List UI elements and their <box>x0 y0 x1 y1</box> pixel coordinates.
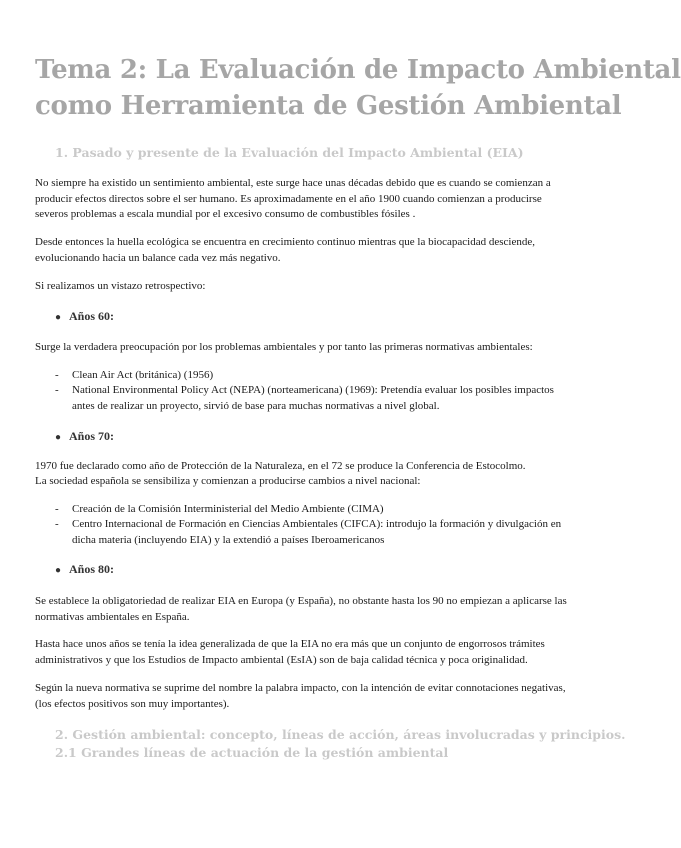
list-item-text: Creación de la Comisión Interministerial del Medio Ambiente (CIMA) <box>72 503 384 515</box>
paragraph-retrospective: Si realizamos un vistazo retrospectivo: <box>35 280 206 292</box>
paragraph-footprint: Desde entonces la huella ecológica se encuentra en crecimiento continuo mientras que la biocapacidad desciende, evolucionando hacia un balance cada vez más negativo. <box>35 236 535 264</box>
title-line-1: Tema 2: La Evaluación de Impacto Ambiental <box>35 55 681 85</box>
decade-80-paragraph-3: Según la nueva normativa se suprime del nombre la palabra impacto, con la intención de evitar connotaciones negativas, (los efectos positivos son muy importantes). <box>35 682 566 710</box>
list-item <box>55 502 567 518</box>
section-1-heading: 1. Pasado y presente de la Evaluación del Impacto Ambiental (EIA) <box>55 145 524 160</box>
paragraph-intro: No siempre ha existido un sentimiento ambiental, este surge hace unas décadas debido que es cuando se comienzan a producir efectos directos sobre el ser humano. Es aproximadamente en el año 1900 cuando comienzan a producirse severos problemas a escala mundial por el excesivo consumo de combustibles fósiles . <box>35 177 551 220</box>
decade-80-paragraph-1: Se establece la obligatoriedad de realizar EIA en Europa (y España), no obstante hasta los 90 no empiezan a aplicarse las normativas ambientales en España. <box>35 595 567 623</box>
decade-60-intro: Surge la verdadera preocupación por los problemas ambientales y por tanto las primeras normativas ambientales: <box>35 341 533 353</box>
decade-70-intro-1: 1970 fue declarado como año de Protección de la Naturaleza, en el 72 se produce la Conferencia de Estocolmo. <box>35 460 526 472</box>
list-item <box>55 383 567 414</box>
list-item <box>55 517 567 548</box>
bullet-icon: ● <box>55 312 62 323</box>
decade-80-paragraph-2: Hasta hace unos años se tenía la idea generalizada de que la EIA no era más que un conjunto de engorrosos trámites administrativos y que los Estudios de Impacto ambiental (EsIA) son de baja calidad técnica y poca originalidad. <box>35 638 545 666</box>
list-item-text: National Environmental Policy Act (NEPA) (norteamericana) (1969): Pretendía evaluar los posibles impactos antes de realizar un proyecto, sirvió de base para muchas normativas a nivel global. <box>72 384 554 412</box>
page-title <box>35 52 681 124</box>
decade-80-label: Años 80: <box>69 562 115 576</box>
section-2-1-heading: 2.1 Grandes líneas de actuación de la gestión ambiental <box>55 745 449 760</box>
dash-marker: - <box>55 369 59 381</box>
bullet-icon: ● <box>55 565 62 576</box>
list-item <box>55 368 567 384</box>
list-item-text: Centro Internacional de Formación en Ciencias Ambientales (CIFCA): introdujo la formación y divulgación en dicha materia (incluyendo EIA) y la extendió a países Iberoamericanos <box>72 518 562 546</box>
decade-70-heading <box>55 429 114 444</box>
decade-60-heading <box>55 309 114 324</box>
dash-marker: - <box>55 384 59 396</box>
list-item-text: Clean Air Act (británica) (1956) <box>72 369 214 381</box>
decade-80-heading <box>55 562 114 577</box>
decade-60-label: Años 60: <box>69 309 115 323</box>
dash-marker: - <box>55 503 59 515</box>
decade-70-intro-2: La sociedad española se sensibiliza y comienzan a producirse cambios a nivel nacional: <box>35 475 421 487</box>
bullet-icon: ● <box>55 432 62 443</box>
title-line-2: como Herramienta de Gestión Ambiental <box>35 91 622 121</box>
decade-70-label: Años 70: <box>69 429 115 443</box>
dash-marker: - <box>55 518 59 530</box>
section-2-heading: 2. Gestión ambiental: concepto, líneas de acción, áreas involucradas y principios. <box>55 727 626 742</box>
